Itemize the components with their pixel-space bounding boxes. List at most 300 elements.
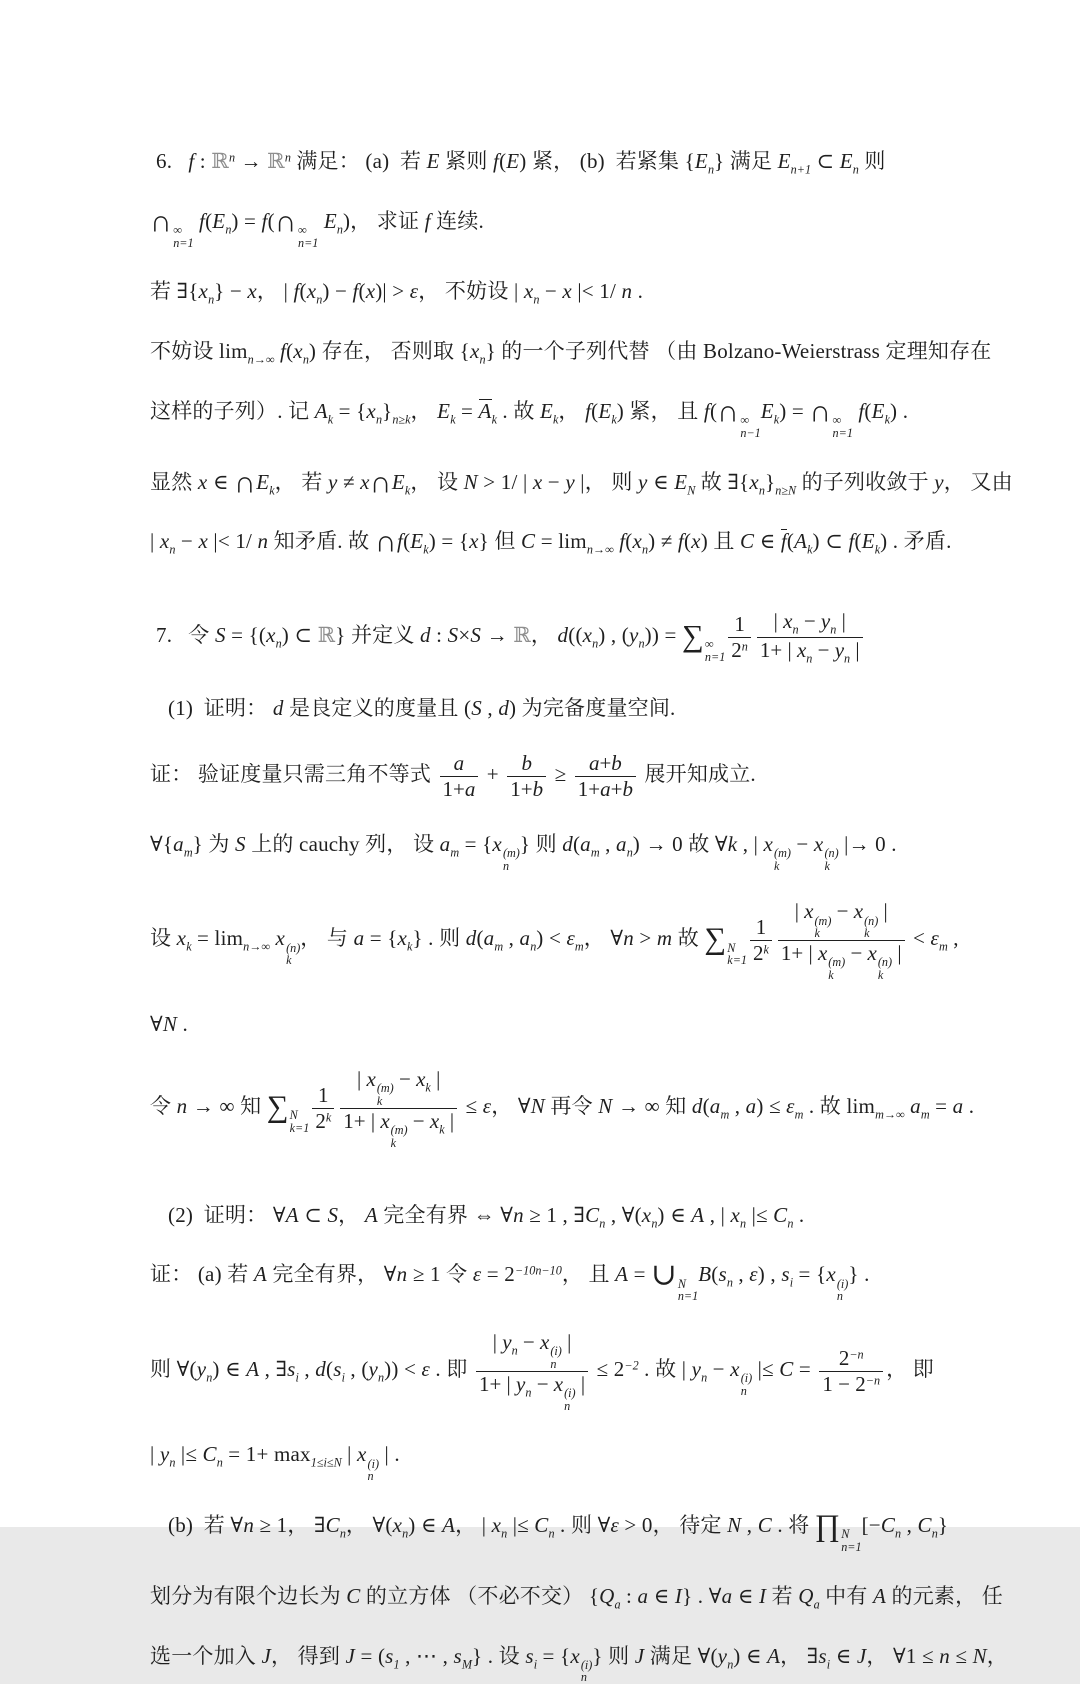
math-i: J xyxy=(634,1643,645,1668)
math-d: 1≤i≤N xyxy=(310,1455,342,1470)
math-i: a xyxy=(439,831,451,856)
math-d: n xyxy=(275,636,282,651)
math-i: ε xyxy=(786,1094,795,1119)
math-i: x xyxy=(360,469,370,494)
math-bb: ℝ xyxy=(211,149,229,173)
math-i: E xyxy=(760,398,774,423)
math-i: a xyxy=(519,926,531,951)
math-d: k xyxy=(491,412,497,427)
math-i: f xyxy=(493,149,500,173)
math-i: y xyxy=(159,1442,170,1467)
math-i: C xyxy=(773,1202,788,1227)
math-i: x xyxy=(691,529,701,554)
math-d: a xyxy=(813,1597,820,1612)
math-i: x xyxy=(198,279,209,304)
math-f: $\frac{1}{2^k}$ xyxy=(312,1083,334,1134)
math-d: n xyxy=(599,1216,606,1231)
math-i: S xyxy=(214,623,226,648)
math-i: f xyxy=(188,149,195,173)
math-bg: ∑ xyxy=(266,1089,289,1124)
math-i: a xyxy=(483,926,495,951)
math-u: −2 xyxy=(624,1358,639,1373)
math-i: C xyxy=(779,1357,794,1382)
math-d: n xyxy=(740,1216,747,1231)
math-i: b xyxy=(611,751,622,776)
math-i: y xyxy=(565,469,575,494)
math-f: $\frac{| x_n - y_n |}{1+ | x_n - y_n |}$ xyxy=(757,609,863,666)
document-line: 显然 x ∈ $\cap E_k$， 若 $y \ne x\cap E_k$， 设 N > 1/ | x − y |， 则 y ∈ $E_N$ 故 $\exists\{x_n\}_{n\ge N}$ 的子列收敛于 y， 又由 xyxy=(150,465,1013,500)
math-i: b xyxy=(521,751,532,776)
math-i: E xyxy=(506,149,520,173)
math-i: N xyxy=(162,1011,178,1036)
math-i: y xyxy=(327,469,338,494)
math-i: x xyxy=(813,831,824,856)
math-ss: N n=1 xyxy=(841,1527,862,1554)
math-d: n xyxy=(787,1216,794,1231)
math-i: s xyxy=(525,1643,534,1668)
math-ss: (n) k xyxy=(286,940,301,968)
math-d: m xyxy=(494,939,504,954)
math-ss: (m) n xyxy=(502,845,520,873)
math-bg: ∑ xyxy=(681,618,704,653)
math-i: x xyxy=(197,469,208,494)
math-i: A xyxy=(691,1202,705,1227)
math-i: B xyxy=(698,1262,712,1287)
math-i: s xyxy=(287,1357,296,1382)
math-i: n xyxy=(513,1202,524,1227)
math-i: A xyxy=(253,1262,267,1287)
math-bg: ∏ xyxy=(814,1508,841,1543)
math-d: n xyxy=(726,1275,733,1290)
math-bb: ℝ xyxy=(317,623,336,648)
math-i: x xyxy=(198,529,208,554)
math-u: k xyxy=(763,942,769,957)
math-u: n xyxy=(741,639,748,654)
math-i: x xyxy=(397,926,408,951)
math-i: f xyxy=(261,208,268,233)
math-d: n xyxy=(208,292,215,307)
math-i: E xyxy=(212,208,226,233)
math-i: x xyxy=(366,398,376,423)
math-i: N xyxy=(727,1513,742,1538)
math-i: n xyxy=(621,279,633,304)
document-line: 6. f : ℝ$^n$ → ℝ$^n$ 满足： (a) 若 E 紧则 f(E) 紧， (b) 若紧集 $\{E_n\}$ 满足 $E_{n+1}$ ⊂ $E_n$ 则 xyxy=(156,149,886,177)
math-d: n xyxy=(806,651,813,666)
math-i: x xyxy=(469,529,479,554)
math-d: n xyxy=(169,1455,176,1470)
math-i: C xyxy=(521,529,536,554)
math-i: Q xyxy=(599,1583,615,1608)
math-d: n→∞ xyxy=(243,939,271,954)
math-i: b xyxy=(622,777,633,802)
math-i: d xyxy=(691,1094,703,1119)
math-d: k xyxy=(611,412,617,427)
math-bg: ∩ xyxy=(717,394,740,429)
math-d: k xyxy=(425,1080,431,1095)
math-i: ε xyxy=(566,926,575,951)
math-ov xyxy=(479,399,492,422)
math-ss: (i) n xyxy=(740,1371,753,1398)
math-ss: ∞ n=1 xyxy=(297,222,319,250)
math-i: A xyxy=(615,1262,629,1287)
math-i: n xyxy=(257,529,269,554)
math-i: A xyxy=(285,1202,299,1227)
document-line: | $x_n - x$ |< 1/ n 知矛盾. 故 $\cap f(E_k) = \{x\}$ 但 $C = \lim_{n\to\infty} f(x_n) \ne f(x)$ 且 C ∈ $f(A_k)$ ⊂ $f(E_k)$ . 矛盾. xyxy=(150,524,952,559)
math-d: m xyxy=(938,939,948,954)
math-d: n xyxy=(375,412,383,427)
math-i: x xyxy=(749,469,759,494)
math-i: a xyxy=(616,831,627,856)
math-i: a xyxy=(952,1094,964,1119)
math-d: m xyxy=(574,939,584,954)
math-d: i xyxy=(341,1370,345,1385)
math-i: y xyxy=(638,469,648,494)
math-i: f xyxy=(397,529,404,554)
math-d: M xyxy=(461,1657,473,1671)
math-i: a xyxy=(721,1583,733,1608)
math-d: n xyxy=(592,636,599,651)
math-d: n xyxy=(533,292,540,307)
math-i: a xyxy=(464,777,476,802)
math-d: n xyxy=(701,1370,708,1385)
math-i: E xyxy=(256,469,270,494)
math-i: x xyxy=(392,1513,403,1538)
math-ss: ∞ n=1 xyxy=(173,222,194,250)
math-d: n xyxy=(336,222,343,237)
math-i: J xyxy=(261,1643,271,1668)
document-line: $\forall\{a_m\}$ 为 S 上的 cauchy 列， 设 $a_m = \{x$ (m) n } 则 $d(a_m$ , $a_n) \to 0$ 故 ∀k , | x (m) k − x (n) k |→ 0 . xyxy=(150,831,897,873)
math-i: x xyxy=(853,899,864,924)
math-d: n xyxy=(525,1385,532,1400)
math-i: x xyxy=(632,529,642,554)
math-i: a xyxy=(745,1094,757,1119)
math-i: E xyxy=(391,469,405,494)
math-i: x xyxy=(641,1202,652,1227)
math-i: E xyxy=(323,208,337,233)
math-i: n xyxy=(243,1513,255,1538)
math-i: x xyxy=(826,1262,836,1287)
math-i: C xyxy=(917,1513,932,1538)
math-i: ε xyxy=(610,1513,619,1538)
math-ss: (m) k xyxy=(814,913,832,941)
math-i: A xyxy=(246,1357,260,1382)
math-i: S xyxy=(327,1202,339,1227)
math-d: N xyxy=(687,483,696,498)
math-d: n→∞ xyxy=(586,542,614,557)
math-i: x xyxy=(429,1109,440,1133)
math-i: f xyxy=(280,339,287,364)
math-i: C xyxy=(880,1513,896,1538)
math-i: E xyxy=(539,398,554,423)
math-i: y xyxy=(691,1357,702,1382)
math-i: y xyxy=(629,623,639,648)
document-line: 则 $\forall(y_n)$ ∈ A , $\exists s_i$ , $d(s_i$ , $(y_n)) < \varepsilon$ . 即 | $y_n - x$ (i) n | 1+ | $y_n - x$ (i) n | ≤ $2^{-2}$ . 故 | $y_n - x$ (i) n |≤ C = $\frac{2^{-n}}{1 - 2^{-n}}$ ， 即 xyxy=(150,1330,934,1413)
math-ss: (i) n xyxy=(550,1344,562,1371)
math-i: E xyxy=(839,149,853,173)
math-i: y xyxy=(820,609,831,634)
math-i: C xyxy=(325,1513,340,1538)
document-line: 若 $\exists\{x_n\} - x$， | $f(x_n) - f(x)| > \varepsilon$， 不妨设 | $x_n - x$ |< 1/ n . xyxy=(150,279,644,307)
math-bb: ℝ xyxy=(267,149,285,173)
math-i: x xyxy=(582,623,593,648)
math-i: x xyxy=(763,831,774,856)
math-i: f xyxy=(858,398,865,423)
math-i: x xyxy=(266,623,276,648)
math-d: i xyxy=(533,1657,538,1671)
math-d: n xyxy=(216,1455,223,1470)
document-line: (1) 证明： d 是良定义的度量且 (S , d) 为完备度量空间. xyxy=(168,695,676,720)
math-ss: ∞ n=1 xyxy=(832,413,853,440)
math-d: m xyxy=(590,845,600,860)
math-d: m xyxy=(450,845,460,860)
math-i: n xyxy=(623,926,634,951)
math-bg: ∩ xyxy=(369,465,392,500)
math-u: −n xyxy=(849,1347,864,1362)
math-ss: (i) n xyxy=(836,1276,849,1304)
math-f: | $y_n - x$ (i) n | 1+ | $y_n - x$ (i) n | xyxy=(476,1330,588,1412)
math-f: $\frac{1}{2^k}$ xyxy=(750,915,772,966)
math-i: b xyxy=(532,777,544,802)
math-i: x xyxy=(492,831,502,856)
math-d: n xyxy=(638,636,645,651)
math-i: x xyxy=(570,1643,580,1668)
math-bb: ℝ xyxy=(513,623,531,648)
math-i: f xyxy=(352,279,359,304)
math-i: ε xyxy=(472,1262,482,1287)
document-line: (2) 证明： ∀A ⊂ S， A 完全有界 ⇔ ∀n ≥ 1 , $\exists C_n$ , $\forall(x_n)$ ∈ A , | $x_n$ |≤ $C_n$ . xyxy=(168,1202,805,1231)
math-i: a xyxy=(600,777,611,802)
math-d: k xyxy=(807,542,813,557)
math-d: m xyxy=(720,1107,730,1122)
math-i: s xyxy=(781,1262,790,1287)
math-i: a xyxy=(173,831,184,856)
math-i: I xyxy=(758,1583,767,1608)
math-i: n xyxy=(396,1262,408,1287)
math-d: n xyxy=(316,292,323,307)
math-i: f xyxy=(585,398,592,423)
math-d: 1 xyxy=(393,1657,400,1671)
math-i: A xyxy=(364,1202,378,1227)
math-d: n xyxy=(378,1370,385,1385)
math-i: J xyxy=(856,1643,867,1668)
math-i: s xyxy=(333,1357,342,1382)
math-i: a xyxy=(580,831,591,856)
math-i: x xyxy=(366,1067,376,1092)
math-i: N xyxy=(598,1094,613,1119)
math-ss: (m) k xyxy=(774,845,791,873)
math-bg: ∪ xyxy=(651,1258,677,1293)
math-i: y xyxy=(934,469,944,494)
math-i: ε xyxy=(482,1094,492,1119)
math-i: x xyxy=(562,279,572,304)
math-i: C xyxy=(346,1583,361,1608)
math-d: n≥k xyxy=(392,412,411,427)
math-i: Q xyxy=(798,1583,814,1608)
math-d: n xyxy=(511,1343,518,1358)
math-bg: ∑ xyxy=(704,922,727,957)
math-d: n xyxy=(727,1657,734,1671)
math-i: f xyxy=(677,529,684,554)
math-i: d xyxy=(557,623,569,648)
math-i: x xyxy=(523,279,534,304)
math-i: J xyxy=(345,1643,356,1668)
math-i: E xyxy=(437,398,451,423)
math-d: m→∞ xyxy=(875,1107,905,1122)
math-i: x xyxy=(532,469,543,494)
math-u: −10n−10 xyxy=(514,1263,562,1278)
math-i: y xyxy=(368,1357,379,1382)
math-d: n xyxy=(206,1370,213,1385)
math-bg: ∩ xyxy=(374,524,398,559)
math-d: n xyxy=(641,542,649,557)
math-i: ε xyxy=(409,279,419,304)
math-i: ε xyxy=(930,926,939,951)
math-i: E xyxy=(861,529,875,554)
math-i: a xyxy=(910,1094,921,1119)
math-d: n xyxy=(530,939,537,954)
math-d: n→∞ xyxy=(247,352,275,367)
math-d: n+1 xyxy=(790,162,812,177)
math-f: $\frac{b}{1+b}$ xyxy=(507,751,546,802)
math-f: $\frac{a}{1+a}$ xyxy=(440,751,479,802)
math-i: x xyxy=(730,1357,740,1382)
math-i: E xyxy=(871,398,885,423)
math-d: n xyxy=(852,162,859,177)
math-i: x xyxy=(306,279,317,304)
math-i: S xyxy=(470,623,482,648)
math-f: | x (m) k − $x_k$ | 1+ | x (m) k − $x_k$ | xyxy=(340,1067,457,1149)
math-bg: ∩ xyxy=(150,204,173,239)
math-i: C xyxy=(202,1442,217,1467)
math-i: x xyxy=(416,1067,426,1092)
math-i: A xyxy=(442,1513,456,1538)
math-i: E xyxy=(426,149,440,173)
document-line: 设 $x_k = \lim_{n\to\infty} x$ (n) k ， 与 $a = \{x_k\}$ . 则 $d(a_m$ , $a_n) < \varepsilon_m$， ∀n > m 故 ∑ N k=1 $\frac{1}{2^k}$ | x (m) k − x (n) k | 1+ | x (m) k − x (n) k | < $\varepsilon_m$ , xyxy=(150,899,959,983)
math-ss: (i) n xyxy=(367,1456,380,1484)
math-ss: ∞ n=1 xyxy=(704,637,726,665)
math-i: d xyxy=(420,623,431,648)
math-d: m xyxy=(183,845,193,860)
math-d: k xyxy=(327,412,334,427)
math-d: n xyxy=(225,222,232,237)
math-i: y xyxy=(717,1643,728,1668)
math-d: k xyxy=(404,483,411,498)
math-i: x xyxy=(293,339,303,364)
math-d: n xyxy=(895,1526,902,1541)
math-u: −n xyxy=(865,1373,881,1388)
math-i: y xyxy=(502,1330,512,1355)
math-d: n xyxy=(339,1526,346,1541)
math-i: A xyxy=(314,398,328,423)
math-i: f xyxy=(848,529,855,554)
math-i: x xyxy=(730,1202,741,1227)
math-ss: (m) k xyxy=(376,1081,394,1109)
math-d: k xyxy=(450,412,456,427)
math-d: k xyxy=(423,542,429,557)
math-i: s xyxy=(718,1262,727,1287)
math-d: n xyxy=(479,352,486,367)
math-ss: (n) k xyxy=(877,955,893,983)
math-i: a xyxy=(453,751,465,776)
math-d: n xyxy=(830,622,837,637)
math-ss: (n) k xyxy=(824,845,839,873)
document-line: | $y_n$ |≤ $C_n = 1+ \max_{1\le i\le N}$ | x (i) n | . xyxy=(150,1442,400,1484)
math-i: x xyxy=(553,1371,564,1396)
math-d: m xyxy=(794,1107,804,1122)
document-line: 7. 令 $S = \{(x_n)$ ⊂ ℝ} 并定义 d : S×S → ℝ， $d((x_n)$ , $(y_n)$) = ∑ ∞ n=1 $\frac{1}{2^n}$ $\frac{| x_n - y_n |}{1+ | x_n - y_n |}$ xyxy=(150,609,942,666)
math-bg: ∩ xyxy=(809,394,832,429)
math-i: I xyxy=(674,1583,683,1608)
math-i: f xyxy=(293,279,300,304)
document-line: 证： 验证度量只需三角不等式 $\frac{a}{1+a}$ + $\frac{b}{1+b}$ ≥ $\frac{a+b}{1+a+b}$ 展开知成立. xyxy=(150,751,756,802)
math-bg: ∩ xyxy=(234,465,257,500)
math-i: f xyxy=(424,208,431,233)
math-d: n xyxy=(758,483,765,498)
math-i: S xyxy=(235,831,246,856)
math-ss: (m) k xyxy=(390,1123,408,1150)
math-i: s xyxy=(453,1643,462,1668)
math-bg: ∩ xyxy=(274,204,297,239)
math-i: y xyxy=(834,637,845,662)
math-i: C xyxy=(534,1513,549,1538)
math-i: x xyxy=(365,279,376,304)
math-i: A xyxy=(478,398,492,423)
math-d: n xyxy=(626,845,633,860)
math-i: x xyxy=(796,637,807,662)
math-i: x xyxy=(469,339,480,364)
math-ss: (n) k xyxy=(864,913,879,941)
math-ss: ∞ n−1 xyxy=(740,413,761,440)
math-f: $\frac{a+b}{1+a+b}$ xyxy=(575,751,636,802)
math-ss: (i) n xyxy=(580,1657,593,1684)
math-i: x xyxy=(357,1442,367,1467)
document-line: 不妨设 $\lim_{n\to\infty} f(x_n)$ 存在， 否则取 $\{x_n\}$ 的一个子列代替 （由 Bolzano-Weierstrass 定理知存在 xyxy=(150,339,992,367)
math-i: n xyxy=(176,1094,188,1119)
math-i: f xyxy=(619,529,626,554)
math-ss: N n=1 xyxy=(677,1276,699,1304)
math-i: A xyxy=(767,1643,781,1668)
math-i: x xyxy=(247,279,257,304)
math-d: i xyxy=(789,1275,794,1290)
math-i: E xyxy=(410,529,424,554)
math-i: N xyxy=(972,1643,987,1668)
math-i: C xyxy=(739,529,755,554)
math-i: A xyxy=(873,1583,887,1608)
math-u: k xyxy=(325,1110,332,1125)
math-i: E xyxy=(694,149,708,173)
math-i: S xyxy=(447,623,459,648)
document-line: 划分为有限个边长为 C 的立方体 （不必不交） {$Q_a$ : a ∈ I} . ∀a ∈ I 若 $Q_a$ 中有 A 的元素， 任 xyxy=(150,1583,1003,1612)
math-d: k xyxy=(439,1122,445,1137)
math-i: a xyxy=(637,1583,649,1608)
math-i: E xyxy=(777,149,791,173)
math-i: d xyxy=(272,695,284,720)
document-line: ∩ ∞ n=1 $f(E_n)$ = f(∩ ∞ n=1 $E_n$)， 求证 f 连续. xyxy=(150,204,485,250)
math-d: i xyxy=(295,1370,299,1385)
math-d: n xyxy=(501,1526,508,1541)
math-i: x xyxy=(380,1109,390,1133)
math-d: n xyxy=(402,1526,409,1541)
math-i: d xyxy=(498,695,510,720)
math-d: n xyxy=(844,651,851,666)
math-u: n xyxy=(284,150,291,165)
math-d: n xyxy=(931,1526,938,1541)
document-line: 证： (a) 若 A 完全有界， ∀n ≥ 1 令 $\varepsilon = 2^{-10n-10}$， 且 A = ∪ N n=1 $B(s_n$ , ε) , $s_i = \{x$ (i) n } . xyxy=(150,1258,870,1304)
math-ov xyxy=(781,529,787,552)
math-i: ε xyxy=(749,1262,758,1287)
math-i: x xyxy=(804,899,814,924)
math-i: ε xyxy=(421,1357,430,1382)
